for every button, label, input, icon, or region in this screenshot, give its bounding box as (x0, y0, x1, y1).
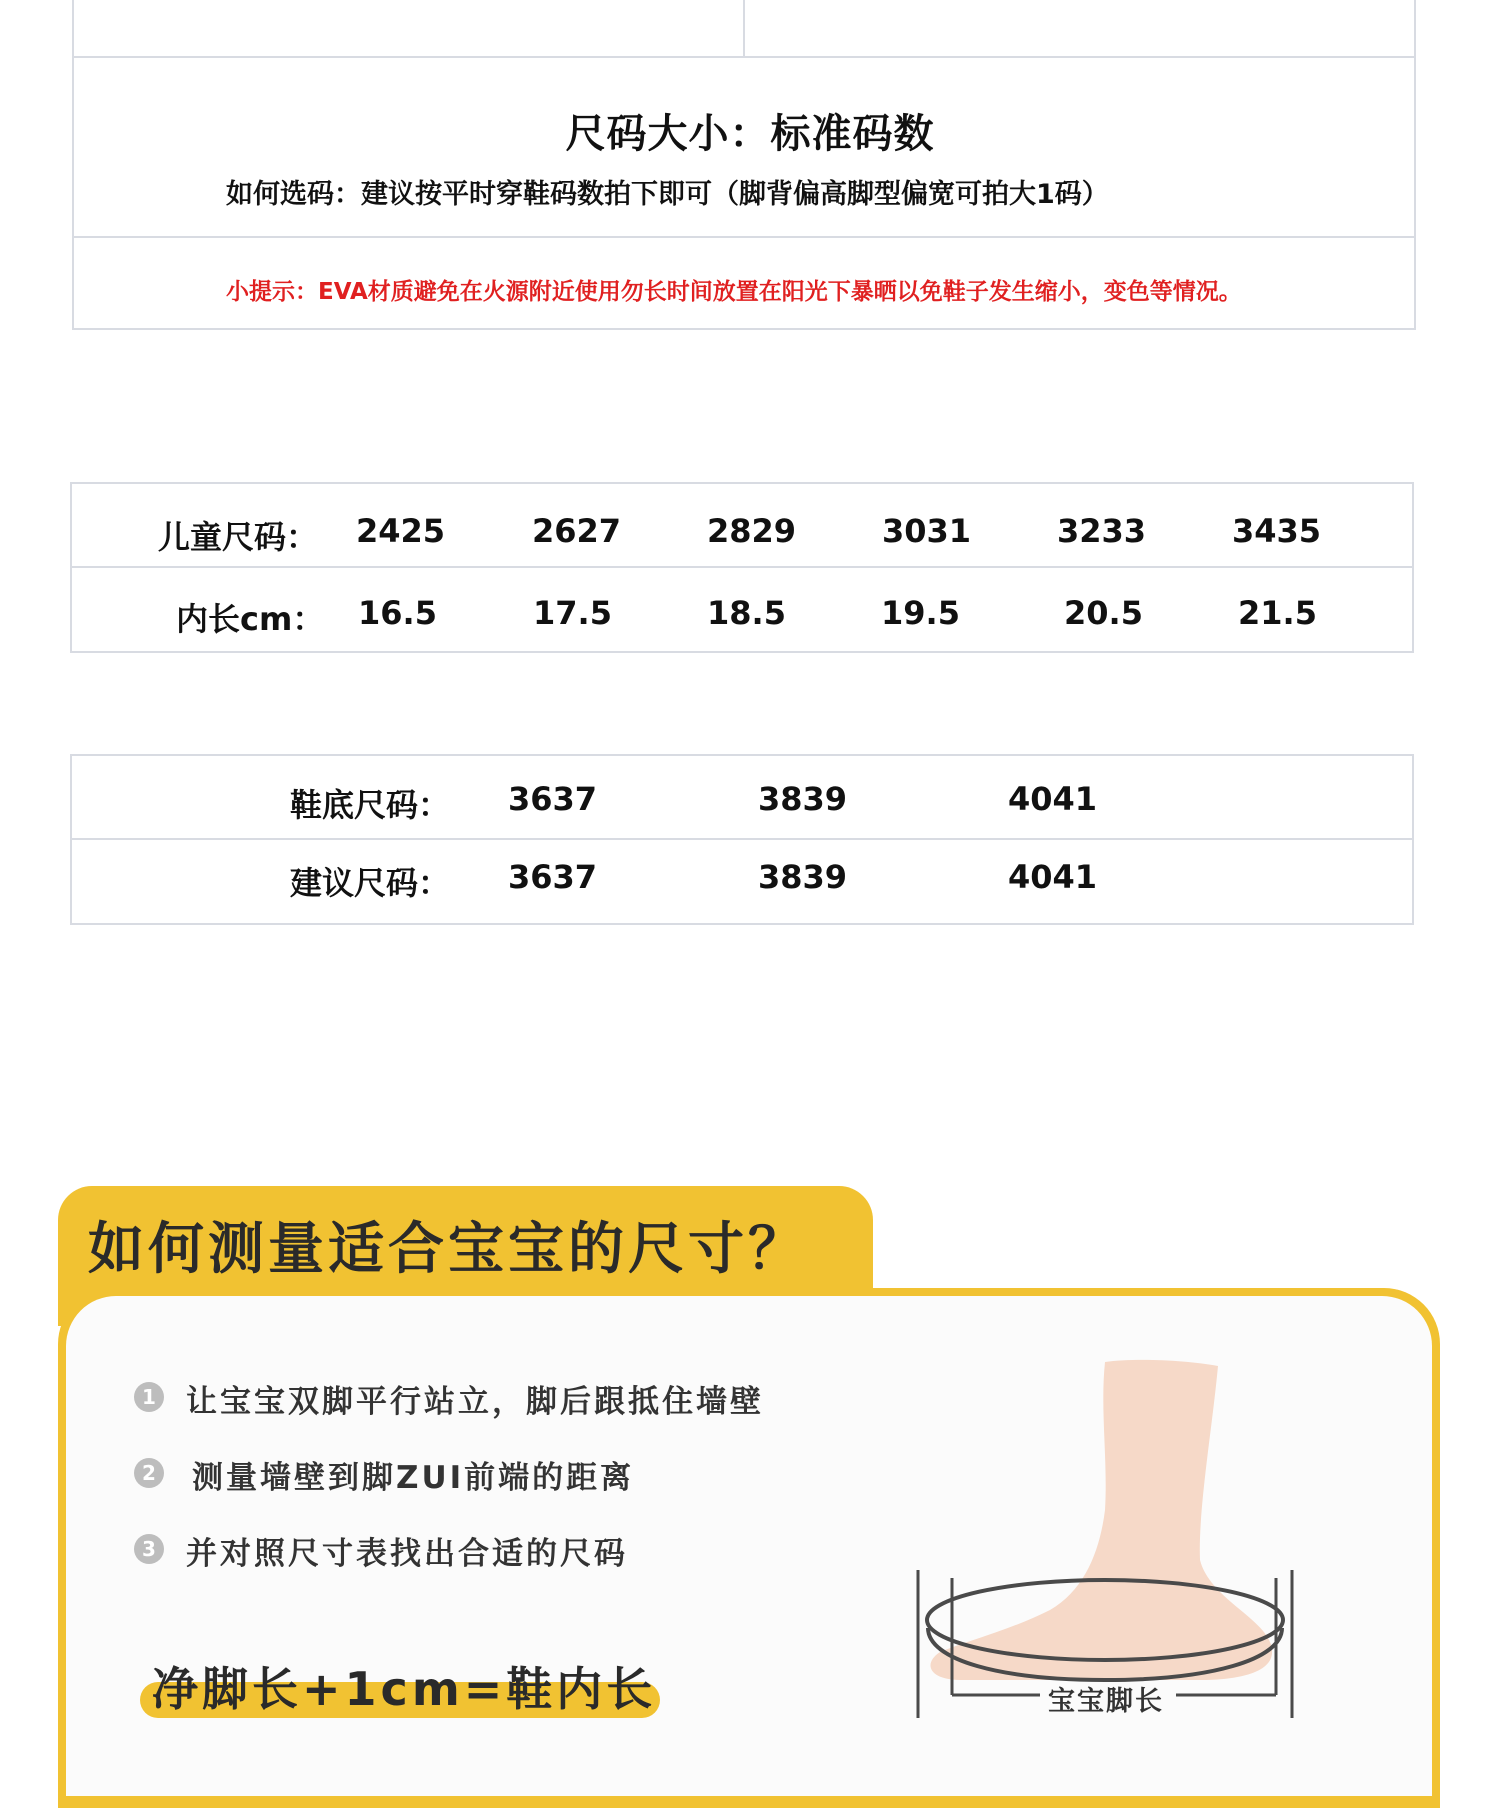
row-label: 儿童尺码： (158, 518, 319, 556)
foot-length-label: 宝宝脚长 (1048, 1686, 1164, 1717)
foot-measure-illustration (900, 1350, 1320, 1718)
table-cell: 17.5 (533, 594, 612, 632)
row-label: 建议尺码： (290, 864, 451, 902)
care-tip-text: 小提示：EVA材质避免在火源附近使用勿长时间放置在阳光下暴晒以免鞋子发生缩小，变色等情况。 (226, 279, 1242, 305)
table-cell: 3637 (508, 780, 598, 818)
measure-title: 如何测量适合宝宝的尺寸？ (88, 1217, 808, 1282)
formula-text: 净脚长+1cm=鞋内长 (152, 1662, 657, 1716)
step-text: 让宝宝双脚平行站立，脚后跟抵住墙壁 (186, 1384, 764, 1420)
top-table-rule-2 (72, 236, 1416, 238)
adult-table-rule (70, 838, 1414, 840)
kids-table-rule (70, 566, 1414, 568)
size-title: 尺码大小：标准码数 (565, 111, 935, 157)
step-text: 并对照尺寸表找出合适的尺码 (186, 1536, 628, 1572)
top-table-rule-1 (72, 56, 1416, 58)
table-cell: 3435 (1232, 512, 1322, 550)
table-cell: 3233 (1057, 512, 1147, 550)
table-cell: 20.5 (1064, 594, 1143, 632)
table-cell: 3031 (882, 512, 972, 550)
table-cell: 2425 (356, 512, 446, 550)
top-table-divider (743, 0, 745, 58)
how-to-choose-text: 如何选码：建议按平时穿鞋码数拍下即可（脚背偏高脚型偏宽可拍大1码） (226, 179, 1109, 210)
step-number-badge: 3 (134, 1534, 164, 1564)
table-cell: 18.5 (707, 594, 786, 632)
table-cell: 3839 (758, 858, 848, 896)
table-cell: 2627 (532, 512, 622, 550)
table-cell: 2829 (707, 512, 797, 550)
step-text: 测量墙壁到脚ZUI前端的距离 (192, 1460, 635, 1496)
row-label: 鞋底尺码： (290, 786, 451, 824)
table-cell: 3839 (758, 780, 848, 818)
table-cell: 4041 (1008, 858, 1098, 896)
step-number-badge: 1 (134, 1382, 164, 1412)
table-cell: 3637 (508, 858, 598, 896)
table-cell: 21.5 (1238, 594, 1317, 632)
table-cell: 16.5 (358, 594, 437, 632)
row-label: 内长cm： (176, 600, 325, 638)
foot-icon (930, 1360, 1272, 1680)
table-cell: 19.5 (881, 594, 960, 632)
step-number-badge: 2 (134, 1458, 164, 1488)
table-cell: 4041 (1008, 780, 1098, 818)
